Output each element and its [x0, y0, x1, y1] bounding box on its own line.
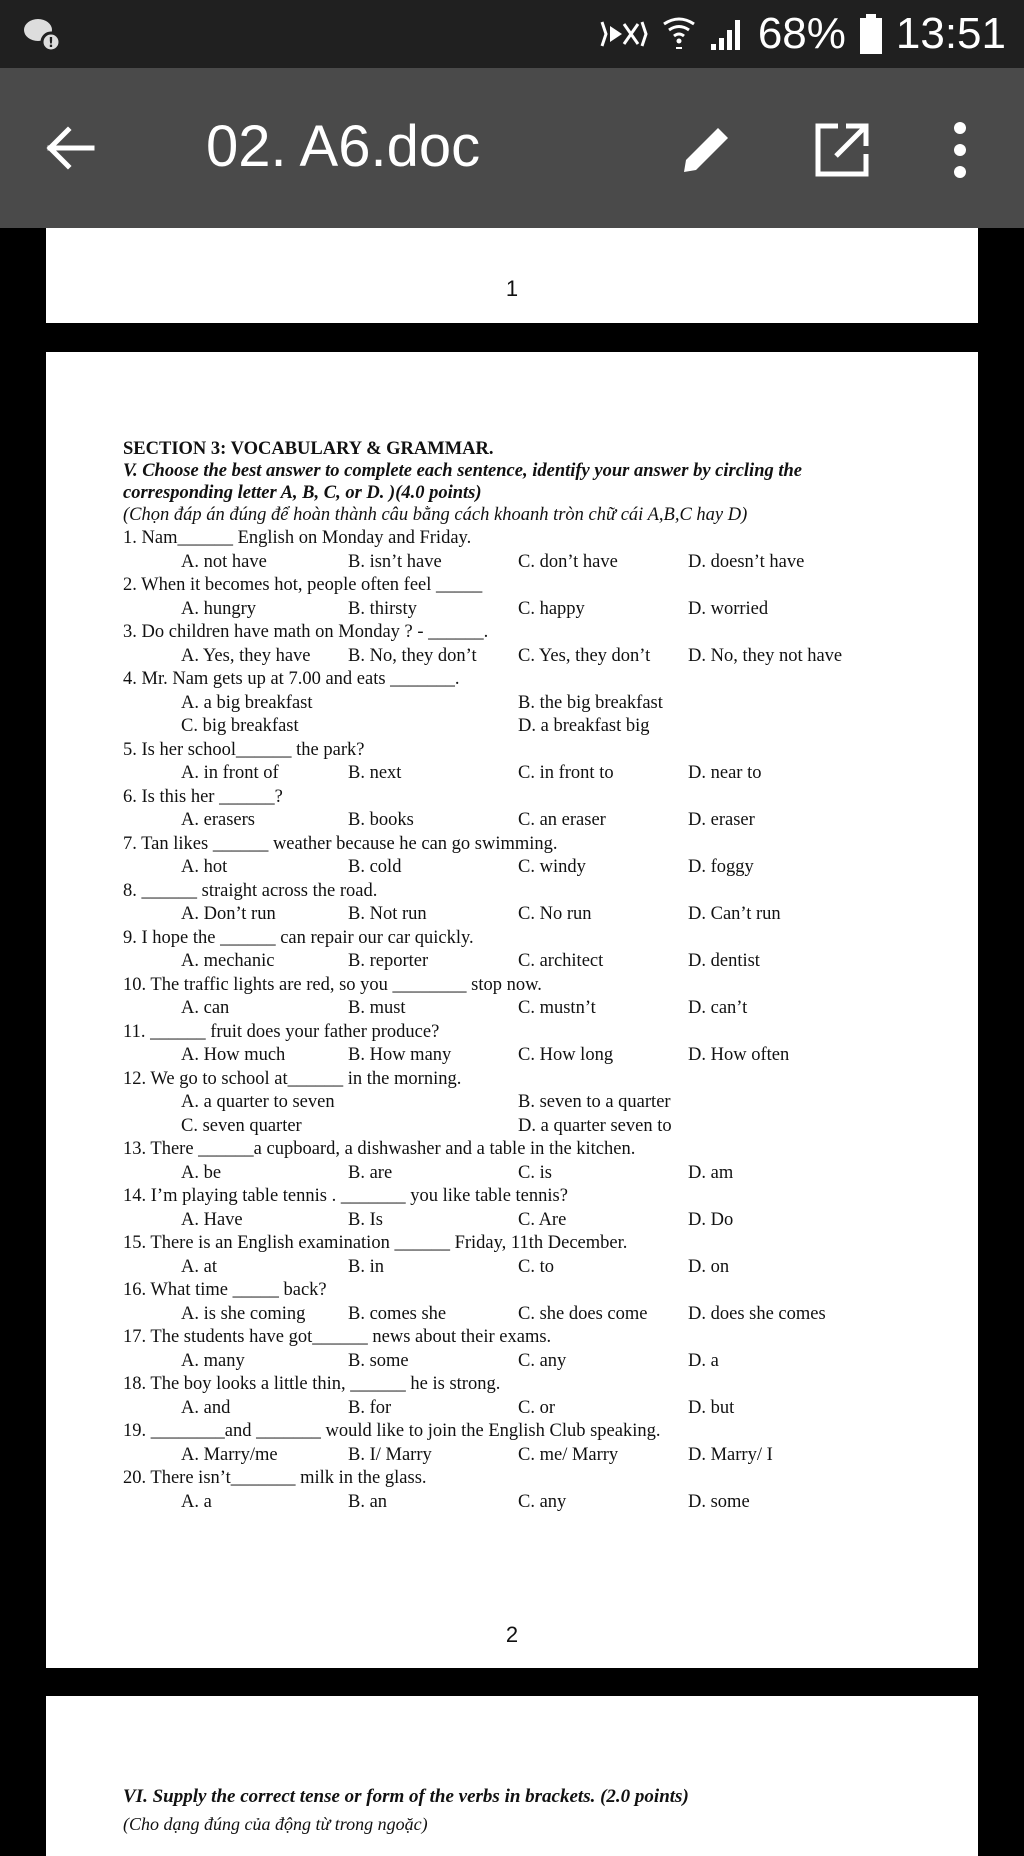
answer-option: B. the big breakfast: [518, 692, 663, 713]
question-2: 2. When it becomes hot, people often feel _____: [123, 575, 483, 595]
answer-option: D. on: [688, 1256, 730, 1277]
document-page-2: [46, 352, 978, 1668]
section-title: SECTION 3: VOCABULARY & GRAMMAR.: [123, 439, 494, 459]
answer-option: A. Marry/me: [181, 1444, 278, 1465]
instruction-line-2: corresponding letter A, B, C, or D. )(4.0 points): [123, 483, 482, 503]
answer-option: C. big breakfast: [181, 716, 299, 736]
question-13: 13. There ______a cupboard, a dishwasher and a table in the kitchen.: [123, 1139, 636, 1159]
answer-options: [123, 1397, 943, 1421]
answer-options: [123, 809, 943, 833]
answer-option: D. eraser: [688, 810, 755, 830]
answer-option: C. architect: [518, 951, 604, 971]
answer-option: B. thirsty: [348, 598, 417, 619]
answer-option: D. a quarter seven to: [518, 1115, 672, 1136]
answer-options: [123, 551, 943, 575]
answer-option: B. cold: [348, 857, 402, 877]
answer-option: C. to: [518, 1256, 554, 1277]
answer-option: D. near to: [688, 763, 762, 783]
answer-option: D. does she comes: [688, 1303, 826, 1324]
answer-option: C. How long: [518, 1045, 614, 1065]
answer-option: A. a big breakfast: [181, 692, 313, 713]
answer-option: C. in front to: [518, 763, 614, 783]
answer-option: D. How often: [688, 1045, 790, 1065]
more-options-icon[interactable]: [940, 118, 980, 182]
answer-option: C. Are: [518, 1209, 567, 1230]
answer-option: C. is: [518, 1162, 552, 1183]
answer-option: A. a: [181, 1491, 212, 1512]
wifi-icon: [662, 14, 696, 54]
answer-option: D. doesn’t have: [688, 551, 805, 572]
answer-option: A. mechanic: [181, 951, 275, 971]
question-15: 15. There is an English examination ______ Friday, 11th December.: [123, 1233, 628, 1253]
answer-option: A. Have: [181, 1209, 243, 1230]
answer-options: [123, 1303, 943, 1327]
answer-options: [123, 1256, 943, 1280]
answer-option: C. she does come: [518, 1303, 648, 1324]
answer-option: B. an: [348, 1491, 388, 1512]
question-5: 5. Is her school______ the park?: [123, 739, 365, 760]
answer-option: A. be: [181, 1162, 222, 1183]
answer-option: C. happy: [518, 598, 585, 619]
signal-icon: [710, 16, 744, 52]
answer-options: [123, 692, 943, 716]
answer-option: A. Yes, they have: [181, 645, 311, 666]
question-3: 3. Do children have math on Monday ? - ______.: [123, 622, 489, 642]
answer-option: B. Is: [348, 1209, 383, 1230]
answer-option: B. isn’t have: [348, 551, 442, 572]
answer-option: B. some: [348, 1350, 409, 1371]
answer-option: D. but: [688, 1397, 735, 1418]
answer-option: B. I/ Marry: [348, 1444, 432, 1465]
answer-options: [123, 950, 943, 974]
answer-option: A. can: [181, 998, 230, 1018]
question-4: 4. Mr. Nam gets up at 7.00 and eats _______.: [123, 669, 460, 689]
answer-option: C. windy: [518, 857, 586, 877]
question-10: 10. The traffic lights are red, so you ________ stop now.: [123, 974, 542, 995]
answer-option: B. No, they don’t: [348, 645, 477, 666]
answer-option: A. in front of: [181, 763, 279, 783]
answer-option: C. mustn’t: [518, 998, 596, 1018]
question-16: 16. What time _____ back?: [123, 1280, 327, 1300]
answer-option: C. don’t have: [518, 551, 618, 572]
answer-options: [123, 1491, 943, 1515]
answer-option: C. Yes, they don’t: [518, 645, 651, 666]
answer-options: [123, 997, 943, 1021]
answer-option: C. any: [518, 1350, 567, 1371]
page-number: 1: [505, 276, 519, 301]
section-vi-title: VI. Supply the correct tense or form of the verbs in brackets. (2.0 points): [123, 1786, 689, 1807]
back-arrow-icon[interactable]: [42, 120, 98, 176]
answer-option: C. me/ Marry: [518, 1444, 619, 1465]
answer-option: D. dentist: [688, 951, 760, 971]
answer-options: [123, 1209, 943, 1233]
answer-option: A. a quarter to seven: [181, 1092, 335, 1112]
answer-option: D. can’t: [688, 998, 748, 1018]
answer-option: D. Can’t run: [688, 904, 781, 924]
answer-option: D. foggy: [688, 857, 754, 877]
answer-options: [123, 1091, 943, 1115]
document-page-1: [46, 228, 978, 323]
answer-option: B. for: [348, 1397, 392, 1418]
answer-option: A. many: [181, 1350, 245, 1371]
answer-option: B. are: [348, 1162, 393, 1183]
answer-option: D. a: [688, 1350, 719, 1371]
question-7: 7. Tan likes ______ weather because he can go swimming.: [123, 833, 558, 854]
question-11: 11. ______ fruit does your father produce?: [123, 1021, 440, 1042]
answer-option: C. No run: [518, 904, 592, 924]
weather-alert-icon: [22, 14, 62, 54]
answer-option: B. seven to a quarter: [518, 1092, 671, 1112]
answer-option: D. No, they not have: [688, 645, 843, 666]
answer-options: [123, 1350, 943, 1374]
answer-options: [123, 1444, 943, 1468]
question-list: [123, 527, 943, 1514]
question-20: 20. There isn’t_______ milk in the glass.: [123, 1468, 427, 1488]
answer-options: [123, 1115, 943, 1139]
section-vi-vietnamese: (Cho dạng đúng của động từ trong ngoặc): [123, 1814, 428, 1834]
answer-option: B. How many: [348, 1045, 452, 1065]
svg-text:!: !: [48, 36, 54, 51]
question-9: 9. I hope the ______ can repair our car quickly.: [123, 927, 474, 948]
edit-pencil-icon[interactable]: [676, 120, 736, 180]
answer-options: [123, 1162, 943, 1186]
question-17: 17. The students have got______ news about their exams.: [123, 1327, 552, 1347]
question-14: 14. I’m playing table tennis . _______ you like table tennis?: [123, 1186, 568, 1206]
answer-option: C. seven quarter: [181, 1115, 302, 1136]
question-6: 6. Is this her ______?: [123, 786, 283, 807]
status-bar: [0, 0, 1024, 68]
page-number: 2: [505, 1622, 519, 1647]
answer-option: B. reporter: [348, 951, 429, 971]
app-bar: [0, 68, 1024, 228]
clock: 13:51: [895, 9, 1006, 58]
answer-option: A. at: [181, 1256, 217, 1277]
answer-option: C. or: [518, 1397, 555, 1418]
question-18: 18. The boy looks a little thin, ______ he is strong.: [123, 1374, 501, 1394]
document-title: 02. A6.doc: [206, 114, 481, 179]
answer-option: C. any: [518, 1491, 567, 1512]
answer-option: A. not have: [181, 551, 267, 572]
question-1: 1. Nam______ English on Monday and Friday.: [123, 528, 472, 548]
answer-option: B. comes she: [348, 1303, 447, 1324]
answer-option: A. How much: [181, 1045, 286, 1065]
answer-option: B. in: [348, 1256, 384, 1277]
answer-option: A. erasers: [181, 810, 255, 830]
answer-option: A. is she coming: [181, 1303, 306, 1324]
answer-options: [123, 645, 943, 669]
answer-option: B. must: [348, 998, 406, 1018]
answer-option: B. Not run: [348, 904, 427, 924]
answer-option: D. some: [688, 1491, 750, 1512]
document-page-3: [46, 1696, 978, 1856]
answer-options: [123, 1044, 943, 1068]
instruction-line-1: V. Choose the best answer to complete each sentence, identify your answer by circling the: [123, 461, 802, 481]
answer-option: A. hungry: [181, 598, 257, 619]
answer-option: D. worried: [688, 598, 769, 619]
mute-icon: [598, 16, 648, 52]
answer-option: C. an eraser: [518, 810, 606, 830]
answer-option: A. Don’t run: [181, 904, 276, 924]
question-19: 19. ________and _______ would like to join the English Club speaking.: [123, 1421, 661, 1441]
battery-icon: [860, 14, 882, 54]
answer-option: A. hot: [181, 857, 228, 877]
answer-option: B. next: [348, 763, 402, 783]
answer-options: [123, 856, 943, 880]
answer-option: D. a breakfast big: [518, 716, 650, 736]
answer-option: D. am: [688, 1162, 734, 1183]
answer-option: A. and: [181, 1397, 231, 1418]
answer-options: [123, 598, 943, 622]
answer-option: B. books: [348, 810, 414, 830]
answer-options: [123, 715, 943, 739]
open-external-icon[interactable]: [812, 120, 872, 180]
answer-options: [123, 762, 943, 786]
question-8: 8. ______ straight across the road.: [123, 880, 378, 901]
answer-options: [123, 903, 943, 927]
question-12: 12. We go to school at______ in the morning.: [123, 1068, 462, 1089]
document-body: [123, 438, 943, 1514]
answer-option: D. Marry/ I: [688, 1444, 773, 1465]
vietnamese-instruction: (Chọn đáp án đúng để hoàn thành câu bằng cách khoanh tròn chữ cái A,B,C hay D): [123, 505, 748, 525]
battery-percent: 68%: [757, 9, 846, 58]
answer-option: D. Do: [688, 1209, 734, 1230]
